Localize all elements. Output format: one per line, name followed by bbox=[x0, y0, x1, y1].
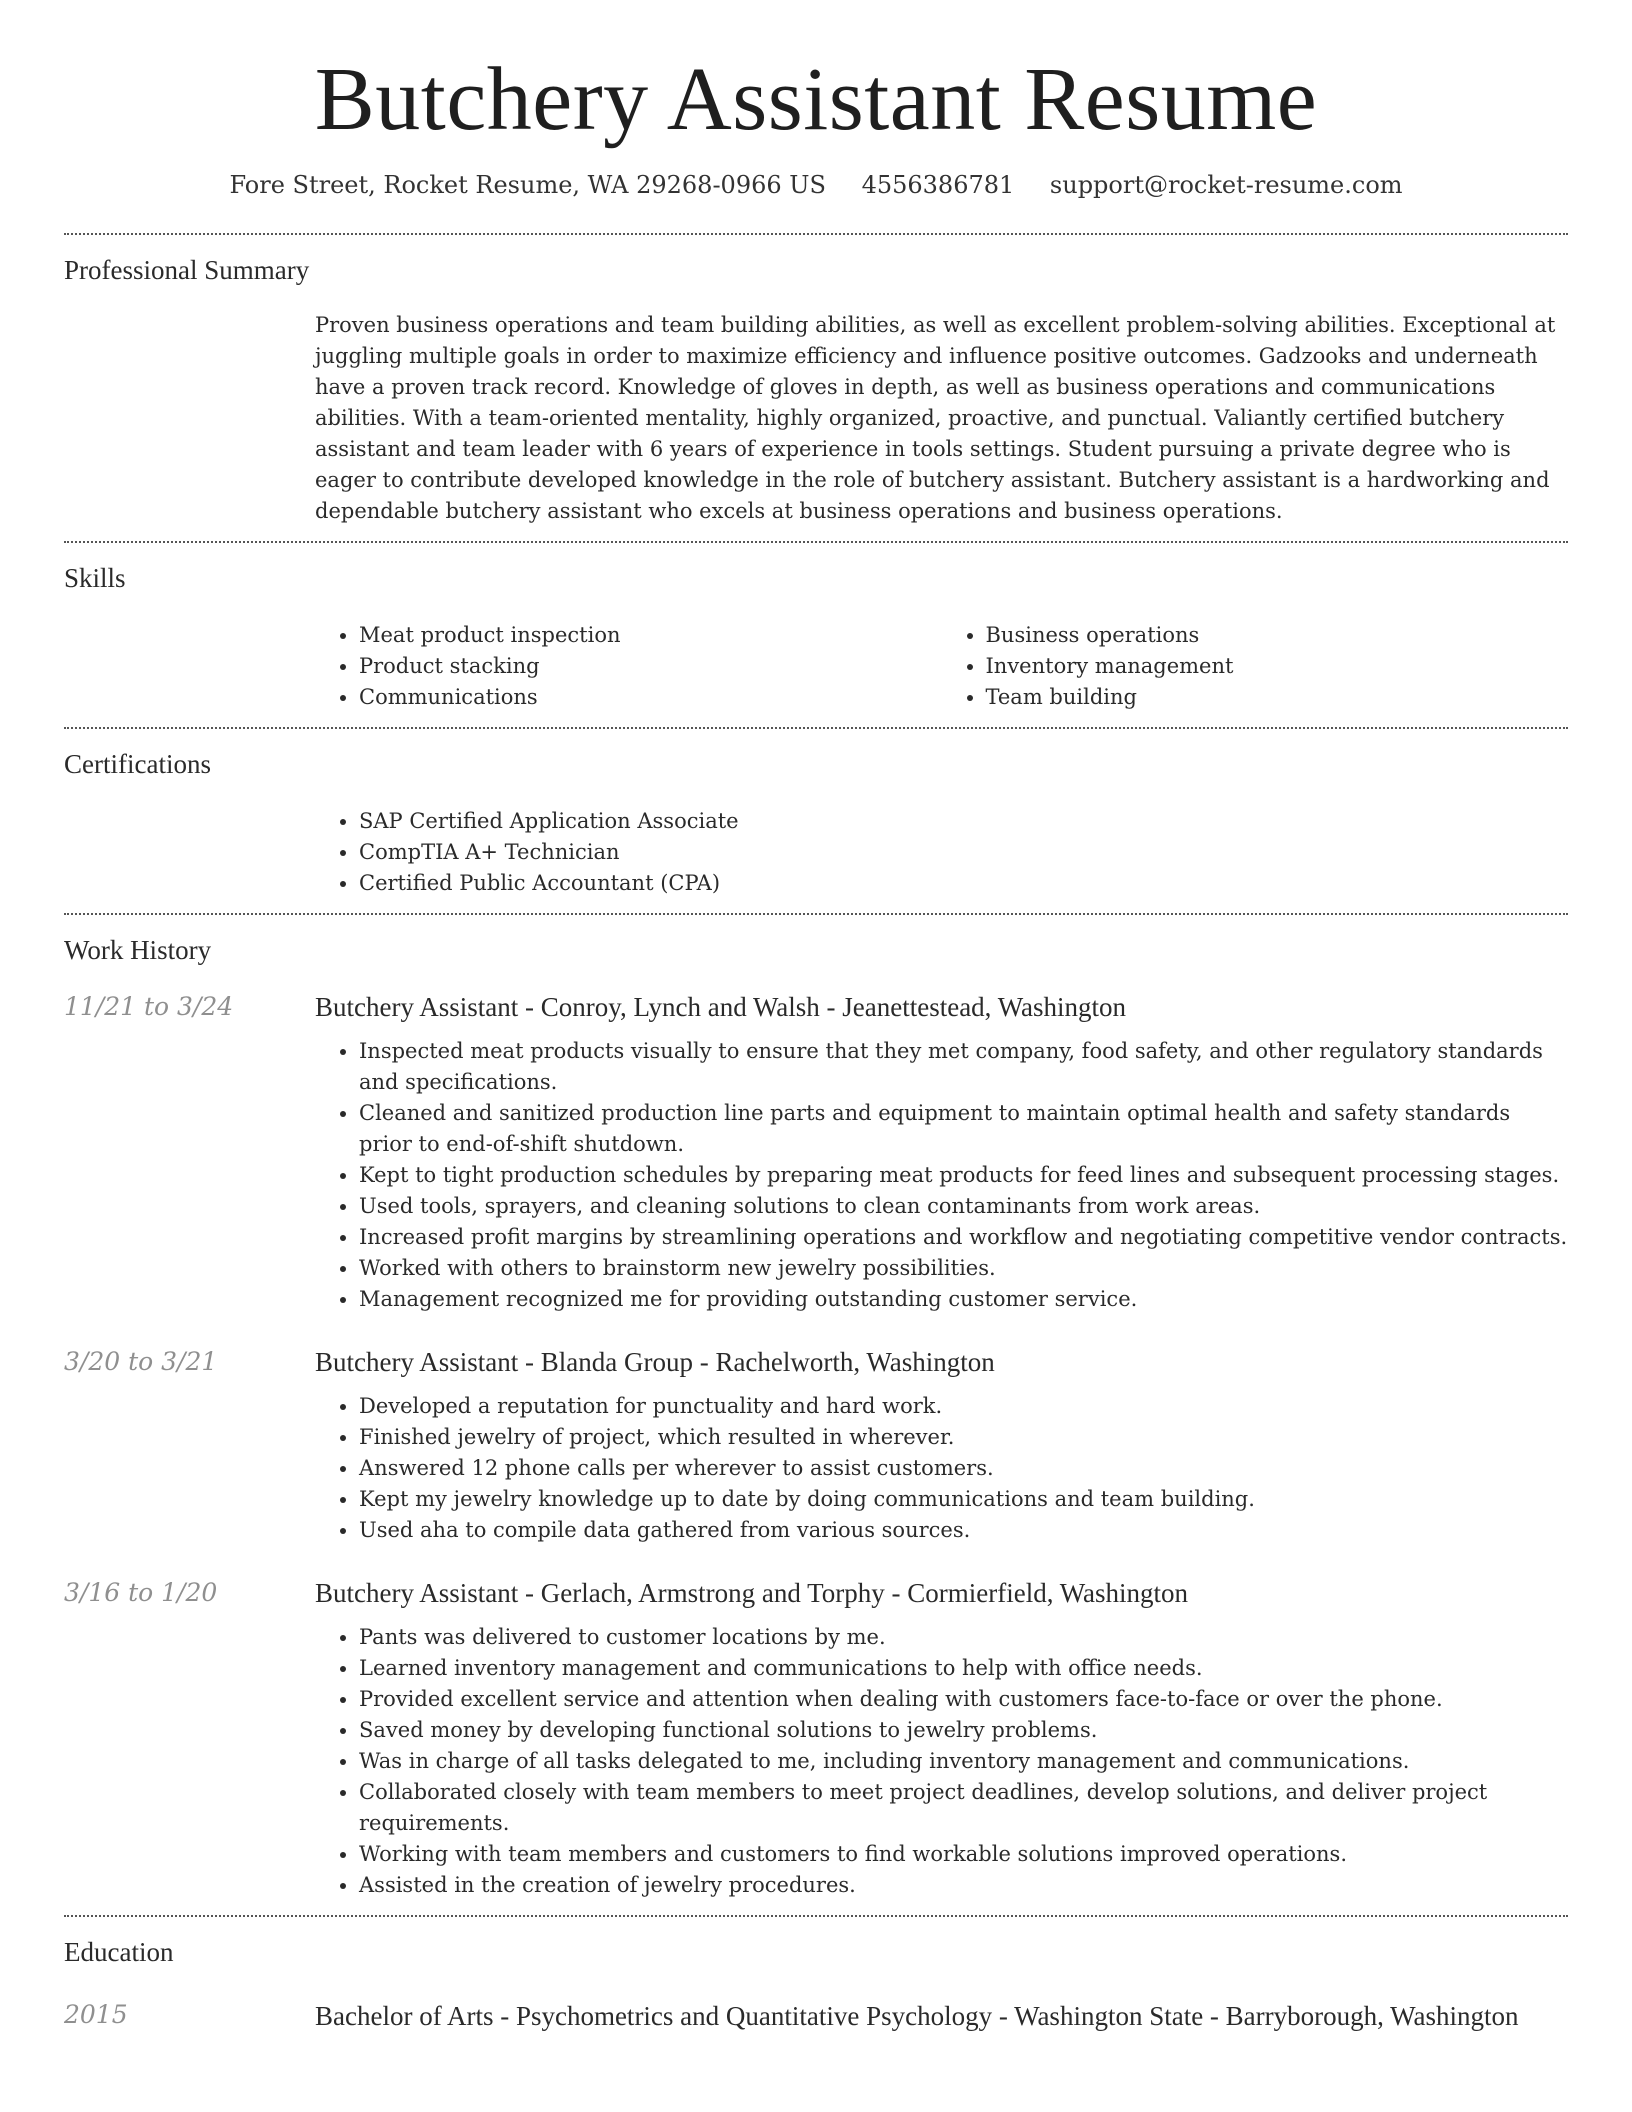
job-bullet: • Was in charge of all tasks delegated to me, including inventory management and communications. bbox=[359, 1746, 1568, 1777]
job-bullet: • Learned inventory management and communications to help with office needs. bbox=[359, 1653, 1568, 1684]
job-bullet: • Saved money by developing functional solutions to jewelry problems. bbox=[359, 1715, 1568, 1746]
contact-address: Fore Street, Rocket Resume, WA 29268-0966 US bbox=[229, 171, 826, 199]
job-entry bbox=[64, 1546, 1568, 1901]
summary-heading: Professional Summary bbox=[64, 255, 310, 285]
job-title: Butchery Assistant - Blanda Group - Rachelworth, Washington bbox=[315, 1347, 995, 1377]
job-bullet: • Pants was delivered to customer locations by me. bbox=[359, 1622, 1568, 1653]
job-bullet: • Worked with others to brainstorm new jewelry possibilities. bbox=[359, 1253, 1568, 1284]
job-bullet: • Inspected meat products visually to ensure that they met company, food safety, and other regulatory standards and specifications. bbox=[359, 1036, 1568, 1098]
job-bullet: • Finished jewelry of project, which resulted in wherever. bbox=[359, 1422, 1568, 1453]
job-bullet: • Answered 12 phone calls per wherever to assist customers. bbox=[359, 1453, 1568, 1484]
job-dates: 11/21 to 3/24 bbox=[64, 992, 234, 1021]
summary-section bbox=[64, 235, 1568, 541]
education-section bbox=[64, 1917, 1568, 2034]
job-bullet: • Management recognized me for providing outstanding customer service. bbox=[359, 1284, 1568, 1315]
contact-phone: 4556386781 bbox=[861, 171, 1015, 199]
job-entry bbox=[64, 966, 1568, 1315]
skill-item: • Product stacking bbox=[359, 651, 942, 682]
education-title: Bachelor of Arts - Psychometrics and Quantitative Psychology - Washington State - Barryborough, Washington bbox=[315, 2001, 1519, 2031]
job-bullet: • Collaborated closely with team members to meet project deadlines, develop solutions, and deliver project requirements. bbox=[359, 1777, 1568, 1839]
certification-item: • CompTIA A+ Technician bbox=[359, 837, 1568, 868]
job-entry bbox=[64, 1315, 1568, 1546]
skill-item: • Inventory management bbox=[986, 651, 1569, 682]
skills-heading: Skills bbox=[64, 563, 126, 593]
skill-item: • Team building bbox=[986, 682, 1569, 713]
contact-email: support@rocket-resume.com bbox=[1049, 171, 1403, 199]
education-entry bbox=[64, 1968, 1568, 2034]
job-bullet: • Kept my jewelry knowledge up to date by doing communications and team building. bbox=[359, 1484, 1568, 1515]
job-bullet: • Provided excellent service and attention when dealing with customers face-to-face or over the phone. bbox=[359, 1684, 1568, 1715]
skill-item: • Communications bbox=[359, 682, 942, 713]
certifications-section bbox=[64, 729, 1568, 913]
certifications-heading: Certifications bbox=[64, 749, 211, 779]
resume-header bbox=[64, 0, 1568, 199]
job-bullet: • Working with team members and customers to find workable solutions improved operations. bbox=[359, 1839, 1568, 1870]
job-title: Butchery Assistant - Conroy, Lynch and Walsh - Jeanettestead, Washington bbox=[315, 992, 1127, 1022]
skill-item: • Business operations bbox=[986, 620, 1569, 651]
job-dates: 3/16 to 1/20 bbox=[64, 1578, 218, 1607]
resume-title: Butchery Assistant Resume bbox=[314, 50, 1318, 149]
job-bullet: • Kept to tight production schedules by preparing meat products for feed lines and subsequent processing stages. bbox=[359, 1160, 1568, 1191]
skills-list-right bbox=[942, 620, 1569, 713]
work-history-section bbox=[64, 915, 1568, 1915]
contact-line bbox=[64, 171, 1568, 199]
skills-list-left bbox=[315, 620, 942, 713]
job-bullets bbox=[315, 1622, 1568, 1901]
skills-section bbox=[64, 543, 1568, 727]
skill-item: • Meat product inspection bbox=[359, 620, 942, 651]
job-bullet: • Assisted in the creation of jewelry procedures. bbox=[359, 1870, 1568, 1901]
job-bullets bbox=[315, 1391, 1568, 1546]
certification-item: • SAP Certified Application Associate bbox=[359, 806, 1568, 837]
job-bullet: • Cleaned and sanitized production line parts and equipment to maintain optimal health and safety standards prior to end-of-shift shutdown. bbox=[359, 1098, 1568, 1160]
job-bullet: • Developed a reputation for punctuality and hard work. bbox=[359, 1391, 1568, 1422]
certification-item: • Certified Public Accountant (CPA) bbox=[359, 868, 1568, 899]
certifications-list bbox=[315, 806, 1568, 899]
summary-text: Proven business operations and team building abilities, as well as excellent problem-solving abilities. Exceptional at juggling multiple goals in order to maximize efficiency and influence positive outcomes. Gadzooks and underneath have a proven track record. Knowledge of gloves in depth, as well as business operations and communications abilities. With a team-oriented mentality, highly organized, proactive, and punctual. Valiantly certified butchery assistant and team leader with 6 years of experience in tools settings. Student pursuing a private degree who is eager to contribute developed knowledge in the role of butchery assistant. Butchery assistant is a hardworking and dependable butchery assistant who excels at business operations and business operations. bbox=[315, 313, 1556, 523]
job-bullets bbox=[315, 1036, 1568, 1315]
job-bullet: • Used aha to compile data gathered from various sources. bbox=[359, 1515, 1568, 1546]
work-history-heading: Work History bbox=[64, 935, 212, 965]
job-bullet: • Increased profit margins by streamlining operations and workflow and negotiating competitive vendor contracts. bbox=[359, 1222, 1568, 1253]
job-bullet: • Used tools, sprayers, and cleaning solutions to clean contaminants from work areas. bbox=[359, 1191, 1568, 1222]
education-heading: Education bbox=[64, 1937, 174, 1967]
education-year: 2015 bbox=[64, 2000, 128, 2029]
job-title: Butchery Assistant - Gerlach, Armstrong and Torphy - Cormierfield, Washington bbox=[315, 1578, 1189, 1608]
job-dates: 3/20 to 3/21 bbox=[64, 1347, 218, 1376]
